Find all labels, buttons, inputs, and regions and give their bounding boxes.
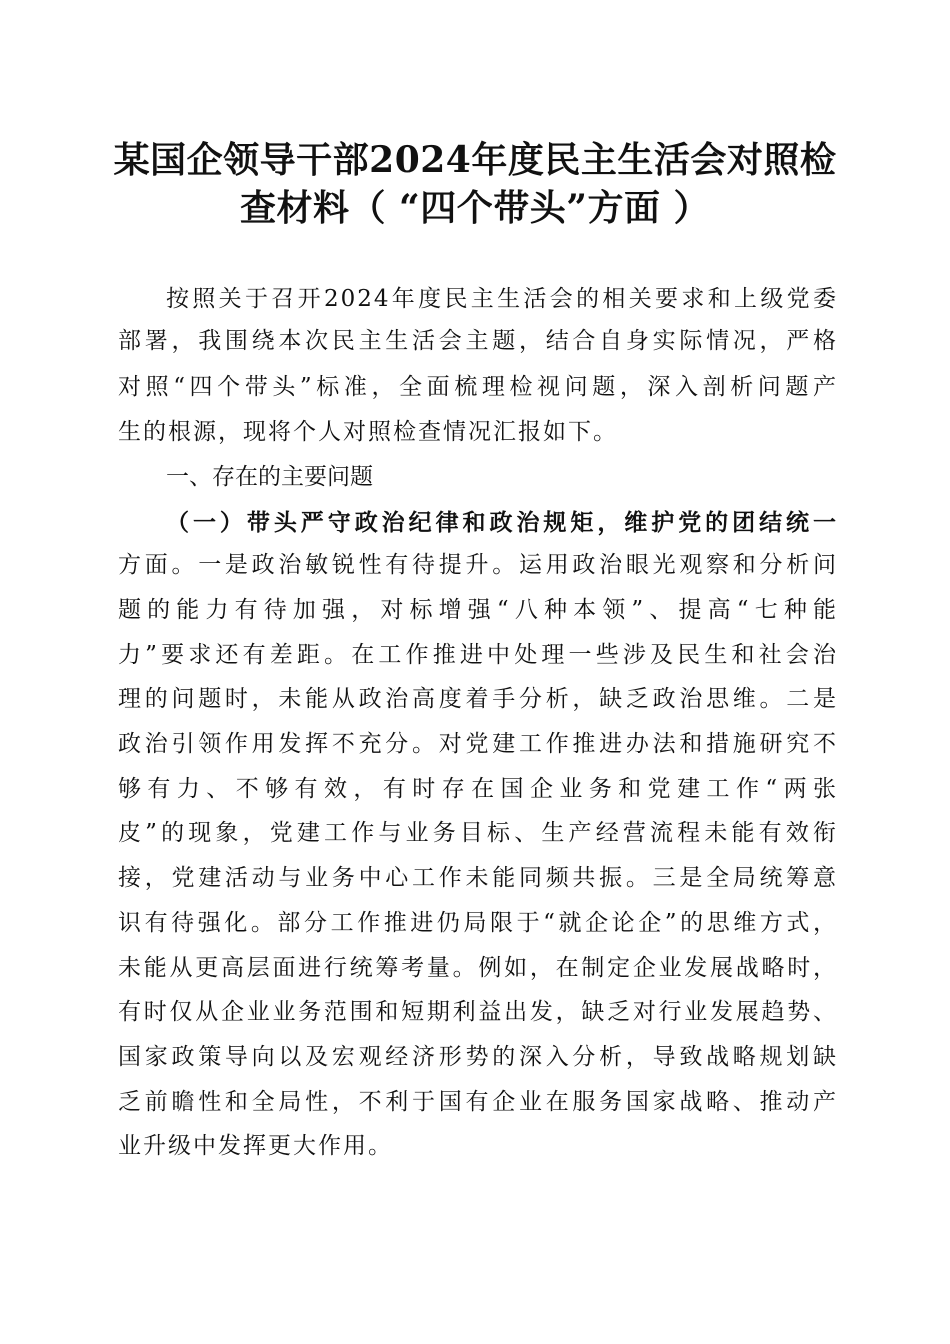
body-line: 题的能力有待加强，对标增强“八种本领”、提高“七种能	[118, 597, 838, 623]
body-line: 业升级中发挥更大作用。	[118, 1133, 393, 1159]
body-line: 力”要求还有差距。在工作推进中处理一些涉及民生和社会治	[118, 642, 838, 668]
body-line: 理的问题时，未能从政治高度着手分析，缺乏政治思维。二是	[118, 686, 838, 712]
intro-line: 部署，我围绕本次民主生活会主题，结合自身实际情况，严格	[118, 328, 838, 354]
intro-line: 生的根源，现将个人对照检查情况汇报如下。	[118, 419, 618, 445]
sub-heading: （一）带头严守政治纪律和政治规矩，维护党的团结统一	[166, 509, 838, 536]
body-line: 识有待强化。部分工作推进仍局限于“就企论企”的思维方式，	[118, 910, 838, 936]
body-line: 皮”的现象，党建工作与业务目标、生产经营流程未能有效衔	[118, 820, 838, 846]
body-line: 未能从更高层面进行统筹考量。例如，在制定企业发展战略时，	[118, 955, 838, 981]
document-title-line-1: 某国企领导干部2024年度民主生活会对照检	[113, 139, 837, 181]
body-line: 乏前瞻性和全局性，不利于国有企业在服务国家战略、推动产	[118, 1089, 838, 1115]
body-line: 方面。一是政治敏锐性有待提升。运用政治眼光观察和分析问	[118, 552, 838, 578]
intro-line: 对照“四个带头”标准，全面梳理检视问题，深入剖析问题产	[118, 374, 838, 400]
intro-line: 按照关于召开2024年度民主生活会的相关要求和上级党委	[166, 286, 838, 312]
section-heading: 一、存在的主要问题	[166, 464, 373, 490]
document-title-line-2: 查材料（ “四个带头”方面 ）	[240, 187, 710, 229]
body-line: 国家政策导向以及宏观经济形势的深入分析，导致战略规划缺	[118, 1044, 838, 1070]
body-line: 接，党建活动与业务中心工作未能同频共振。三是全局统筹意	[118, 865, 838, 891]
body-line: 政治引领作用发挥不充分。对党建工作推进办法和措施研究不	[118, 731, 838, 757]
body-line: 有时仅从企业业务范围和短期利益出发，缺乏对行业发展趋势、	[118, 999, 838, 1025]
body-line: 够有力、不够有效，有时存在国企业务和党建工作“两张	[118, 776, 838, 802]
